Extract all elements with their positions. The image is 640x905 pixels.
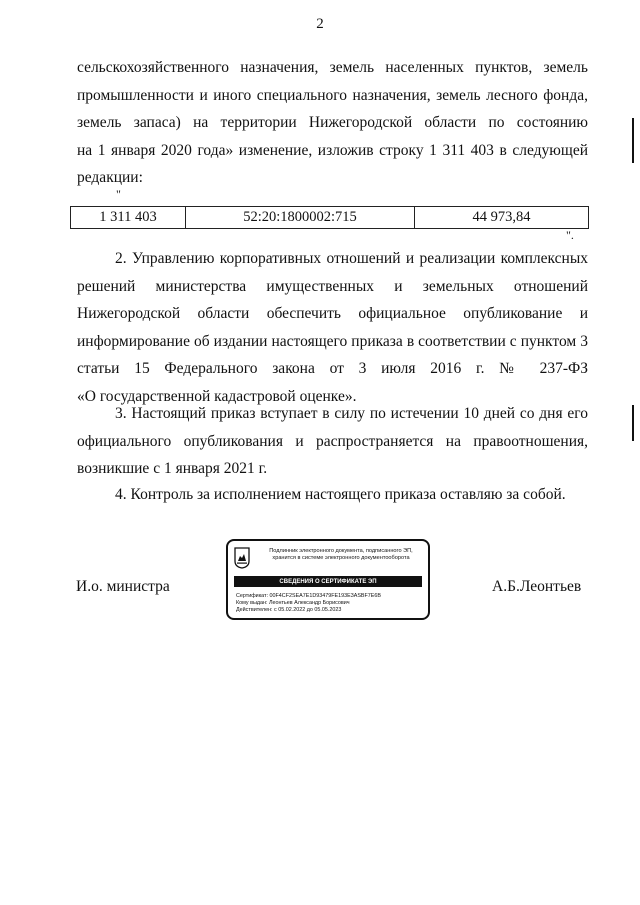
text-line: 2. Управлению корпоративных отношений и реализации комплексных — [115, 250, 588, 267]
text-line: 4. Контроль за исполнением настоящего приказа оставляю за собой. — [115, 486, 566, 503]
intro-paragraph — [77, 54, 588, 192]
row-number-cell: 1 311 403 — [71, 207, 186, 228]
text-line: земель запаса) на территории Нижегородской области по состоянию — [77, 114, 588, 131]
text-line: 3. Настоящий приказ вступает в силу по истечении 10 дней со дня его — [115, 405, 588, 422]
page-number: 2 — [316, 16, 324, 32]
text-line: официального опубликования и распространяется на правоотношения, — [77, 432, 588, 450]
cadastral-number-cell: 52:20:1800002:715 — [186, 207, 415, 228]
open-quote: " — [116, 187, 121, 201]
cadastral-value-cell: 44 973,84 — [472, 209, 531, 225]
coat-of-arms-icon — [234, 547, 250, 569]
text-line: редакции: — [77, 169, 143, 186]
cadastral-table-row — [70, 206, 589, 229]
certificate-owner: Кому выдан: Леонтьев Александр Борисович — [236, 600, 350, 606]
close-quote: ". — [566, 228, 574, 242]
text-line: «О государственной кадастровой оценке». — [77, 387, 357, 405]
item-4-paragraph — [77, 481, 588, 509]
item-3-paragraph — [77, 400, 588, 483]
text-line: решений министерства имущественных и земельных отношений — [77, 277, 588, 295]
text-line: сельскохозяйственного назначения, земель населенных пунктов, земель — [77, 59, 588, 76]
scan-artifact — [632, 118, 634, 163]
stamp-header — [256, 548, 426, 562]
certificate-number: Сертификат: 00F4CF2SEA7E1D93479FE193E3ASBF7E6B — [236, 593, 381, 599]
scan-artifact — [632, 405, 634, 441]
text-line: Нижегородской области обеспечить официальное опубликование и — [77, 305, 588, 322]
stamp-header-line: хранится в системе электронного документооборота — [272, 555, 410, 561]
text-line: на 1 января 2020 года» изменение, изложив строку 1 311 403 в следующей — [77, 141, 588, 159]
electronic-signature-stamp — [226, 539, 430, 620]
text-line: информирование об издании настоящего приказа в соответствии с пунктом 3 — [77, 332, 588, 350]
text-line: промышленности и иного специального назначения, земель лесного фонда, — [77, 86, 588, 104]
certificate-title-bar: СВЕДЕНИЯ О СЕРТИФИКАТЕ ЭП — [234, 576, 422, 587]
text-line: статьи 15 Федерального закона от 3 июля 2016 г. № 237-ФЗ — [77, 360, 588, 377]
certificate-validity: Действителен: с 05.02.2022 до 05.05.2023 — [236, 607, 342, 613]
text-line: возникшие с 1 января 2021 г. — [77, 460, 268, 477]
item-2-paragraph — [77, 245, 588, 410]
signatory-name: А.Б.Леонтьев — [492, 578, 582, 595]
signatory-position: И.о. министра — [76, 578, 170, 595]
stamp-header-line: Подлинник электронного документа, подписанного ЭП, — [269, 548, 413, 554]
